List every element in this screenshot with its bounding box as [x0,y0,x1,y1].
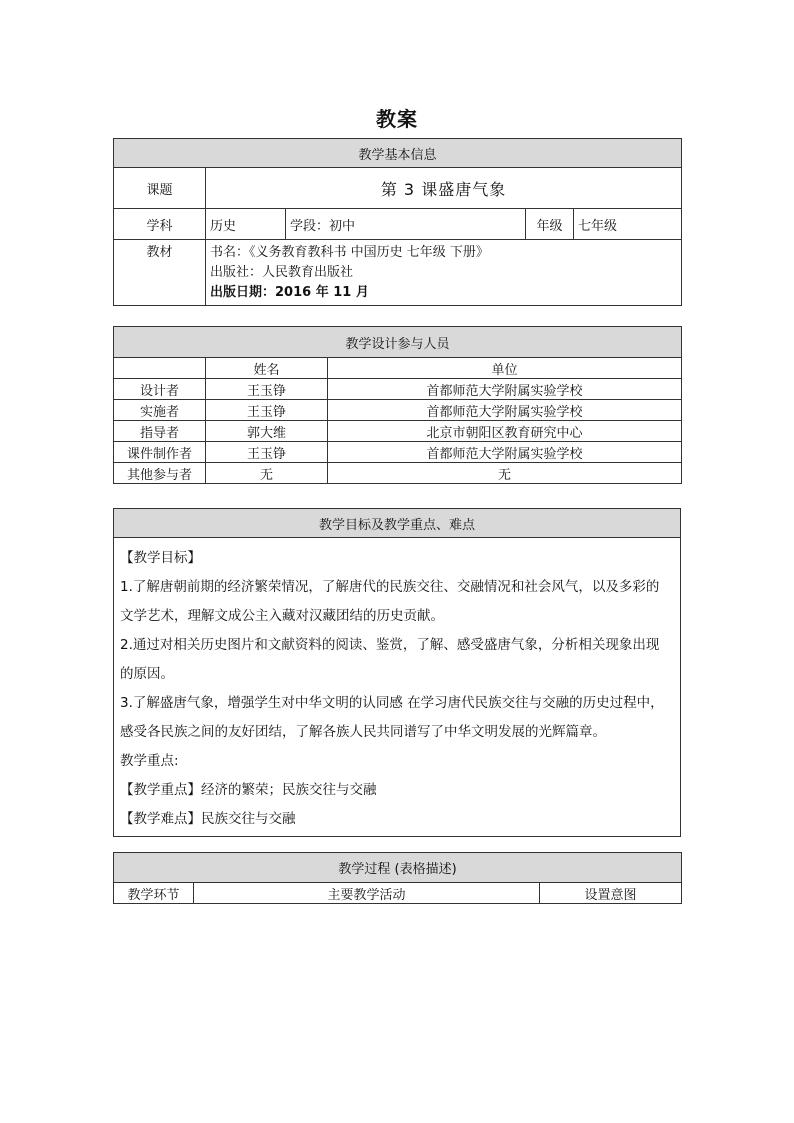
name-cell: 无 [206,463,328,484]
unit-cell: 北京市朝阳区教育研究中心 [328,421,682,442]
name-cell: 郭大维 [206,421,328,442]
unit-cell: 首都师范大学附属实验学校 [328,400,682,421]
grade-label: 年级 [526,209,574,240]
col-activity-header: 主要教学活动 [194,883,540,904]
topic-label: 课题 [114,168,206,209]
name-cell: 王玉铮 [206,442,328,463]
col-stage-header: 教学环节 [114,883,194,904]
objectives-table [113,508,681,837]
page-title: 教案 [376,107,418,131]
process-table [113,852,682,904]
objective-line: 3.了解盛唐气象，增强学生对中华文明的认同感 在学习唐代民族交往与交融的历史过程中， [120,695,664,711]
objective-line: 1.了解唐朝前期的经济繁荣情况，了解唐代的民族交往、交融情况和社会风气，以及多彩的 [120,579,660,595]
table-row [114,400,682,421]
col-intent-header: 设置意图 [540,883,682,904]
role-cell: 实施者 [114,400,206,421]
col-name-header: 姓名 [206,358,328,379]
basic-info-table [113,138,682,306]
objectives-header: 教学目标及教学重点、难点 [114,509,681,538]
objectives-body [114,538,681,837]
material-label: 教材 [114,240,206,306]
objective-line: 【教学难点】民族交往与交融 [120,811,296,827]
table-row [114,379,682,400]
table-row [114,442,682,463]
material-date: 出版日期：2016 年 11 月 [210,285,369,300]
topic-value: 第 3 课盛唐气象 [206,168,682,209]
table-row [114,421,682,442]
role-cell: 设计者 [114,379,206,400]
objective-line: 感受各民族之间的友好团结，了解各族人民共同谱写了中华文明发展的光辉篇章。 [120,724,606,740]
material-publisher: 出版社：人民教育出版社 [210,265,354,280]
objective-line: 【教学目标】 [120,550,201,566]
participants-corner [114,358,206,379]
role-cell: 课件制作者 [114,442,206,463]
subject-value: 历史 [206,209,286,240]
objective-line: 2.通过对相关历史图片和文献资料的阅读、鉴赏，了解、感受盛唐气象，分析相关现象出现 [120,637,660,653]
basic-info-header: 教学基本信息 [114,139,682,168]
col-unit-header: 单位 [328,358,682,379]
role-cell: 其他参与者 [114,463,206,484]
name-cell: 王玉铮 [206,379,328,400]
unit-cell: 无 [328,463,682,484]
material-book: 书名：《义务教育教科书 中国历史 七年级 下册》 [210,245,489,260]
objective-line: 的原因。 [120,666,174,682]
table-row [114,463,682,484]
objective-line: 教学重点: [120,753,179,769]
role-cell: 指导者 [114,421,206,442]
subject-label: 学科 [114,209,206,240]
unit-cell: 首都师范大学附属实验学校 [328,379,682,400]
participants-table [113,326,682,484]
participants-header: 教学设计参与人员 [114,327,682,358]
name-cell: 王玉铮 [206,400,328,421]
unit-cell: 首都师范大学附属实验学校 [328,442,682,463]
process-header: 教学过程 (表格描述) [114,853,682,883]
objective-line: 文学艺术，理解文成公主入藏对汉藏团结的历史贡献。 [120,608,444,624]
stage-text: 学段：初中 [286,209,526,240]
grade-value: 七年级 [574,209,682,240]
material-info [206,240,682,306]
objective-line: 【教学重点】经济的繁荣；民族交往与交融 [120,782,377,798]
